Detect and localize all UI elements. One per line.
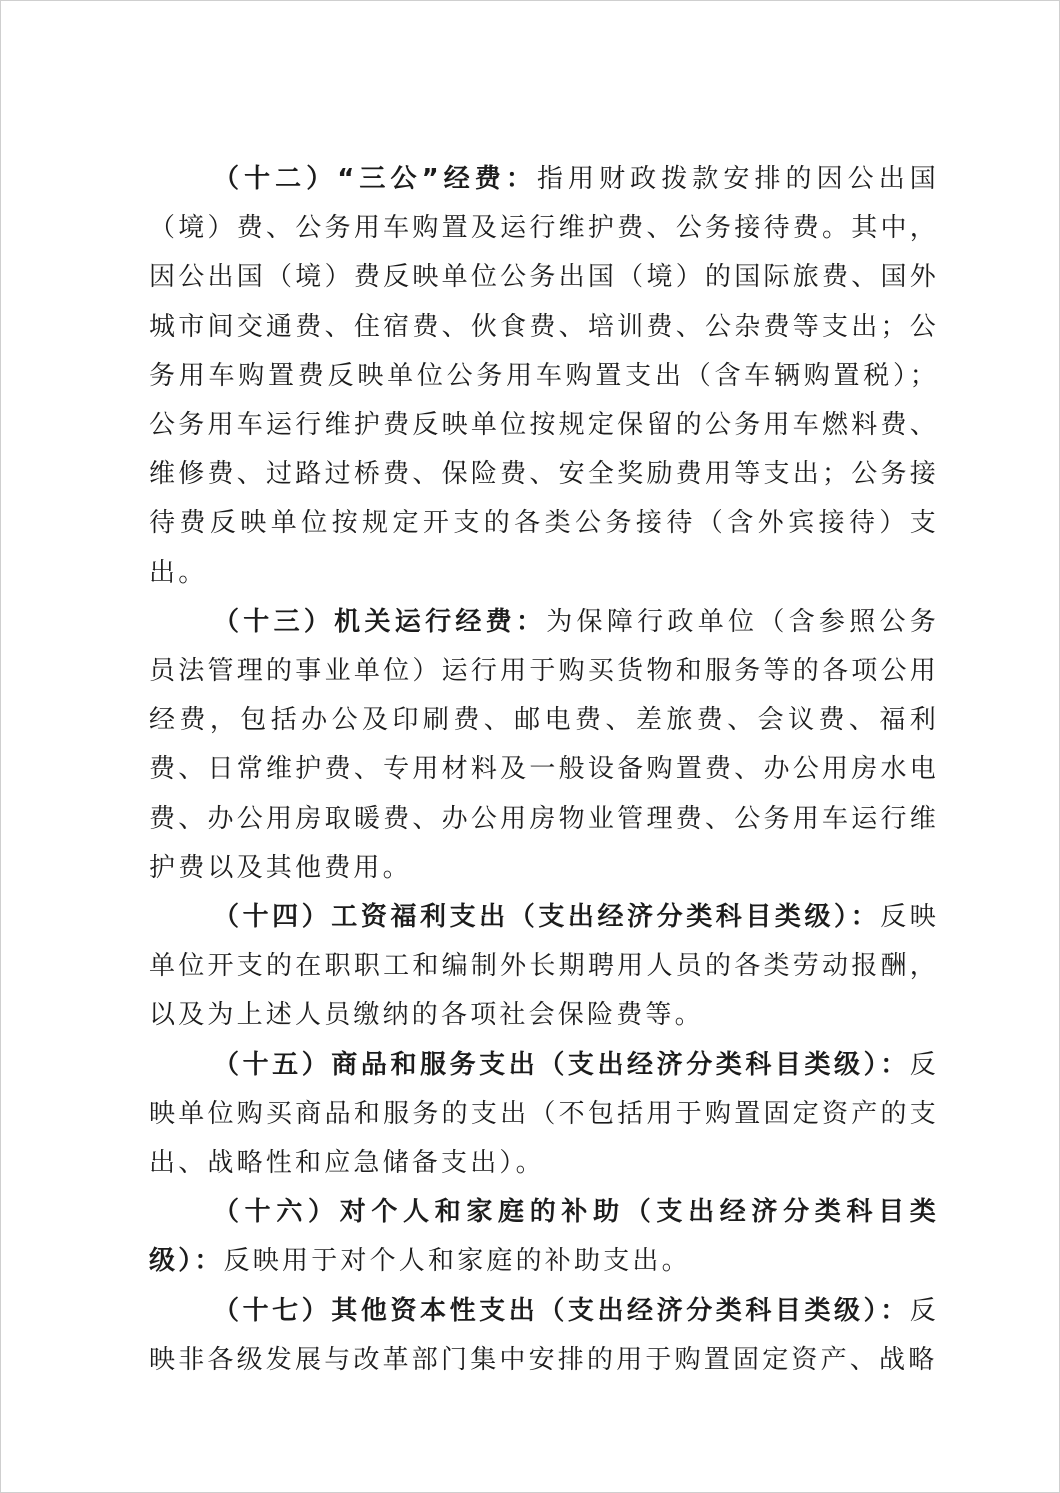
document-body [149, 155, 939, 1385]
paragraph-goods-services-expenditure [149, 1041, 939, 1189]
paragraph-household-subsidies [149, 1188, 939, 1286]
paragraph-heading: （十七）其他资本性支出（支出经济分类科目类级）： [213, 1295, 910, 1326]
paragraph-heading: （十二）“三公”经费： [213, 164, 537, 194]
paragraph-wage-welfare-expenditure [149, 893, 939, 1041]
paragraph-office-operating-funds [149, 598, 939, 893]
paragraph-text: 为保障行政单位（含参照公务员法管理的事业单位）运行用于购买货物和服务等的各项公用经费，包括办公及印刷费、邮电费、差旅费、会议费、福利费、日常维护费、专用材料及一般设备购置费、办公用房水电费、办公用房取暖费、办公用房物业管理费、公务用车运行维护费以及其他费用。 [149, 606, 939, 883]
paragraph-text: 指用财政拨款安排的因公出国（境）费、公务用车购置及运行维护费、公务接待费。其中，因公出国（境）费反映单位公务出国（境）的国际旅费、国外城市间交通费、住宿费、伙食费、培训费、公杂费等支出；公务用车购置费反映单位公务用车购置支出（含车辆购置税）；公务用车运行维护费反映单位按规定保留的公务用车燃料费、维修费、过路过桥费、保险费、安全奖励费用等支出；公务接待费反映单位按规定开支的各类公务接待（含外宾接待）支出。 [149, 164, 939, 588]
paragraph-text: 反映单位开支的在职职工和编制外长期聘用人员的各类劳动报酬，以及为上述人员缴纳的各项社会保险费等。 [149, 902, 939, 1031]
paragraph-text: 反映用于对个人和家庭的补助支出。 [223, 1246, 691, 1277]
paragraph-san-gong-funds [149, 155, 939, 598]
paragraph-text: 反映非各级发展与改革部门集中安排的用于购置固定资产、战略 [149, 1295, 939, 1375]
paragraph-other-capital-expenditure [149, 1287, 939, 1385]
paragraph-heading: （十五）商品和服务支出（支出经济分类科目类级）： [213, 1049, 910, 1080]
paragraph-heading: （十六）对个人和家庭的补助（支出经济分类科目类级）： [149, 1197, 939, 1277]
paragraph-heading: （十三）机关运行经费： [213, 606, 547, 637]
paragraph-heading: （十四）工资福利支出（支出经济分类科目类级）： [213, 902, 881, 933]
paragraph-text: 反映单位购买商品和服务的支出（不包括用于购置固定资产的支出、战略性和应急储备支出）。 [149, 1049, 939, 1179]
